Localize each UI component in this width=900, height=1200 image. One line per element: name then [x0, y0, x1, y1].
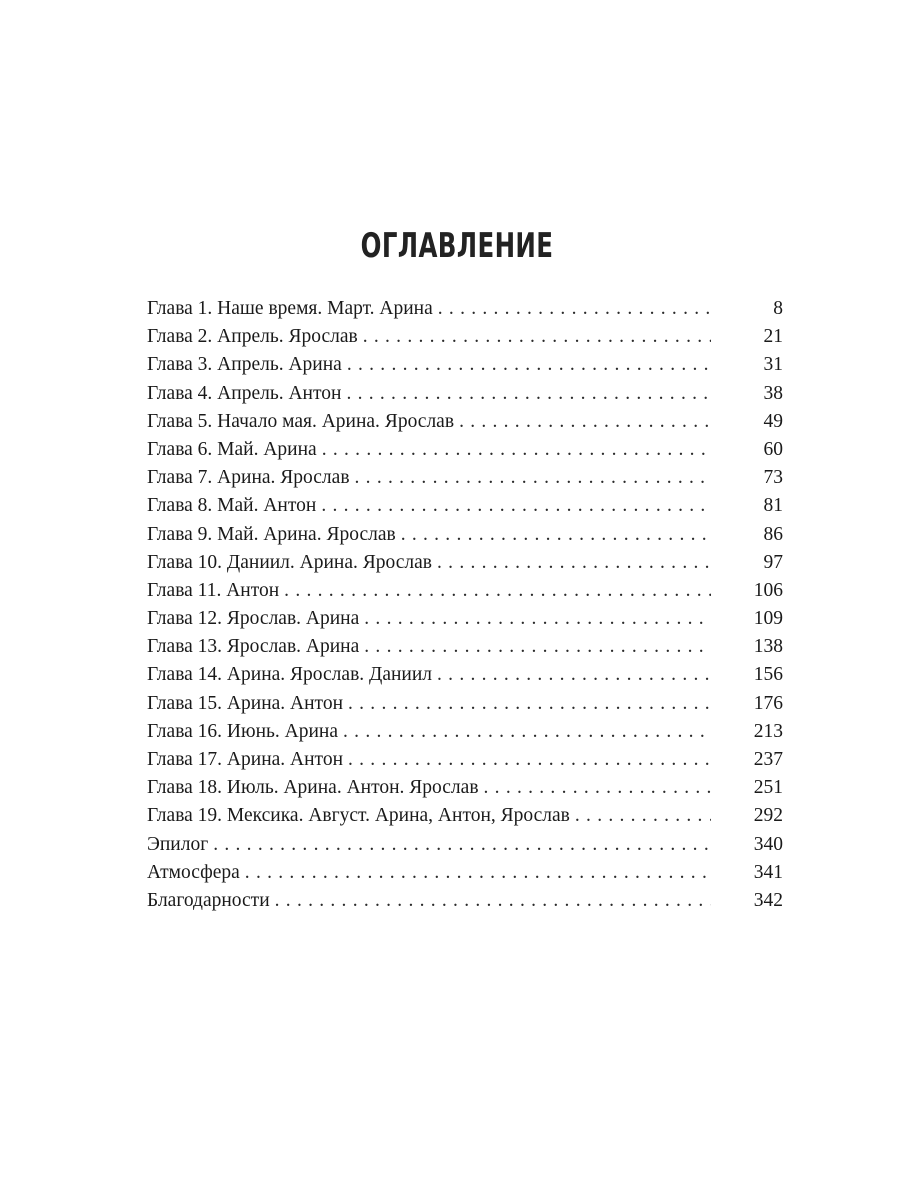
toc-leader-dots	[358, 323, 711, 351]
toc-entry-title: Глава 12. Ярослав. Арина	[147, 608, 360, 630]
toc-entry-page: 21	[763, 326, 783, 348]
toc-entry-page: 341	[753, 861, 783, 883]
toc-entry-page: 342	[753, 889, 783, 911]
toc-leader-dots	[279, 577, 711, 605]
toc-leader-dots	[432, 549, 711, 577]
toc-entry-page: 106	[753, 579, 783, 601]
toc-entry	[147, 887, 783, 915]
toc-leader-dots	[350, 464, 711, 492]
toc-entry-page: 38	[763, 382, 783, 404]
toc-entry	[147, 436, 783, 464]
toc-leader-dots	[359, 605, 711, 633]
toc-entry	[147, 690, 783, 718]
toc-leader-dots	[479, 774, 711, 802]
toc-leader-dots	[338, 718, 711, 746]
toc-entry-page: 73	[763, 467, 783, 489]
toc-entry-title: Атмосфера	[147, 861, 240, 883]
toc-leader-dots	[432, 661, 711, 689]
toc-entry-title: Глава 2. Апрель. Ярослав	[147, 326, 358, 348]
toc-entry	[147, 295, 783, 323]
toc-entry	[147, 577, 783, 605]
toc-entry	[147, 351, 783, 379]
toc-entry-page: 86	[763, 523, 783, 545]
toc-entry-title: Глава 9. Май. Арина. Ярослав	[147, 523, 396, 545]
toc-entry-title: Глава 15. Арина. Антон	[147, 692, 343, 714]
toc-entry	[147, 464, 783, 492]
toc-leader-dots	[341, 380, 711, 408]
toc-entry-title: Глава 6. Май. Арина	[147, 438, 317, 460]
toc-entry-title: Глава 14. Арина. Ярослав. Даниил	[147, 664, 433, 686]
toc-entry-page: 8	[773, 298, 783, 319]
toc-entry-title: Глава 3. Апрель. Арина	[147, 354, 342, 376]
toc-leader-dots	[343, 746, 711, 774]
toc-leader-dots	[316, 492, 711, 520]
toc-leader-dots	[317, 436, 711, 464]
toc-entry-page: 176	[753, 692, 783, 714]
toc-entry-title: Глава 18. Июль. Арина. Антон. Ярослав	[147, 777, 479, 799]
toc-entry-page: 97	[763, 551, 783, 573]
toc-entry-page: 237	[753, 749, 783, 770]
toc-entry	[147, 521, 783, 549]
toc-entry-page: 60	[763, 438, 783, 460]
toc-entry-page: 138	[753, 636, 783, 658]
toc-entry-title: Глава 16. Июнь. Арина	[147, 720, 339, 742]
toc-entry	[147, 492, 783, 520]
toc-entry-page: 292	[753, 805, 783, 827]
toc-leader-dots	[454, 408, 711, 436]
toc-entry-title: Глава 4. Апрель. Антон	[147, 382, 342, 404]
toc-entry-page: 81	[763, 495, 783, 517]
toc-entry-page: 213	[753, 720, 783, 742]
toc-entry-title: Глава 1. Наше время. Март. Арина	[147, 298, 433, 319]
toc-entry-title: Глава 19. Мексика. Август. Арина, Антон, Ярослав	[147, 805, 570, 827]
toc-entry-title: Глава 13. Ярослав. Арина	[147, 636, 360, 658]
toc-entry	[147, 746, 783, 774]
toc-entry-title: Благодарности	[147, 889, 270, 911]
toc-entry-page: 251	[753, 777, 783, 799]
toc-entry	[147, 380, 783, 408]
toc-leader-dots	[342, 351, 711, 379]
toc-entry-page: 31	[763, 354, 783, 376]
toc-entry	[147, 605, 783, 633]
toc-leader-dots	[208, 831, 711, 859]
toc-entry-page: 156	[753, 664, 783, 686]
toc-entry	[147, 774, 783, 802]
toc-leader-dots	[396, 521, 711, 549]
toc-entry	[147, 633, 783, 661]
toc-leader-dots	[240, 859, 711, 887]
toc-entry-title: Глава 11. Антон	[147, 579, 280, 601]
toc-entry-title: Глава 10. Даниил. Арина. Ярослав	[147, 551, 433, 573]
table-of-contents	[147, 295, 783, 915]
toc-entry-title: Эпилог	[147, 833, 209, 855]
toc-entry	[147, 549, 783, 577]
toc-leader-dots	[570, 802, 711, 830]
toc-entry-page: 49	[763, 410, 783, 432]
toc-entry-title: Глава 7. Арина. Ярослав	[147, 467, 350, 489]
toc-entry	[147, 718, 783, 746]
toc-entry-title: Глава 5. Начало мая. Арина. Ярослав	[147, 410, 455, 432]
toc-leader-dots	[343, 690, 711, 718]
toc-entry-page: 109	[753, 608, 783, 630]
page-title: ОГЛАВЛЕНИЕ	[360, 226, 554, 266]
toc-leader-dots	[270, 887, 711, 915]
toc-entry-title: Глава 17. Арина. Антон	[147, 749, 343, 770]
toc-entry	[147, 661, 783, 689]
toc-entry	[147, 831, 783, 859]
toc-entry	[147, 802, 783, 830]
toc-entry	[147, 408, 783, 436]
toc-entry	[147, 859, 783, 887]
toc-entry-title: Глава 8. Май. Антон	[147, 495, 317, 517]
toc-leader-dots	[359, 633, 711, 661]
toc-leader-dots	[433, 295, 711, 323]
toc-entry	[147, 323, 783, 351]
toc-entry-page: 340	[753, 833, 783, 855]
